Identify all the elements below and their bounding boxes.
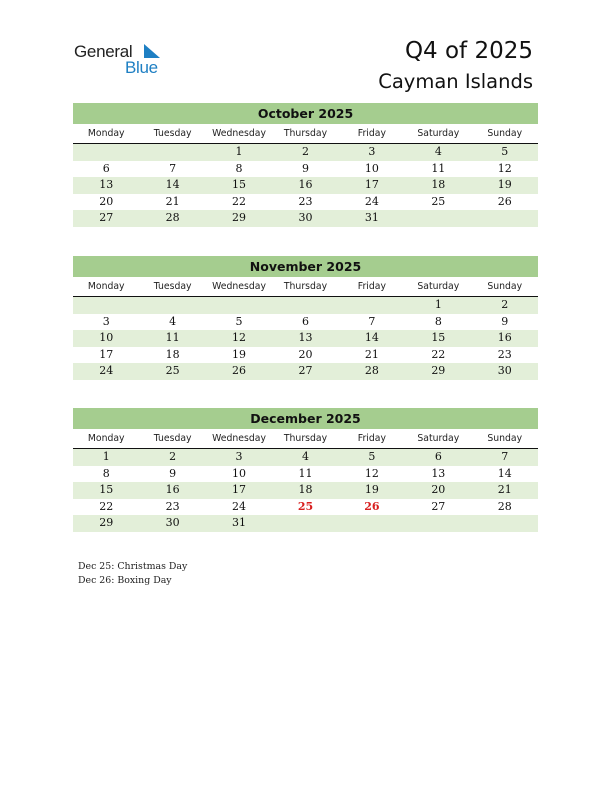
day-cell: 28 — [165, 211, 180, 224]
day-cell: 12 — [232, 331, 247, 344]
day-cell: 21 — [364, 347, 379, 361]
day-cell: 17 — [232, 483, 247, 496]
holiday-notes — [78, 560, 187, 587]
week-row — [73, 177, 538, 194]
day-cell: 27 — [298, 364, 313, 377]
day-cell: 24 — [232, 499, 247, 513]
day-cell: 21 — [165, 194, 180, 208]
weekday-label: Thursday — [283, 433, 328, 444]
week-row — [73, 210, 538, 227]
day-cell: 15 — [99, 483, 114, 496]
day-cell: 24 — [364, 194, 379, 208]
day-cell: 8 — [102, 466, 110, 480]
day-cell: 7 — [501, 450, 509, 463]
day-cell: 14 — [497, 466, 512, 480]
month-title: November 2025 — [73, 256, 538, 277]
day-cell: 2 — [169, 450, 177, 463]
week-row — [73, 161, 538, 178]
weekday-header-row — [73, 126, 538, 144]
week-row — [73, 482, 538, 499]
day-cell: 5 — [368, 450, 376, 463]
week-row — [73, 449, 538, 466]
day-cell: 22 — [99, 499, 114, 513]
month-title: December 2025 — [73, 408, 538, 429]
day-cell: 1 — [235, 145, 243, 158]
weekday-header-row — [73, 431, 538, 449]
day-cell: 26 — [232, 364, 247, 377]
weekday-label: Sunday — [487, 433, 523, 444]
day-cell: 8 — [434, 314, 442, 328]
day-cell: 29 — [431, 364, 446, 377]
week-row — [73, 144, 538, 161]
day-cell: 14 — [165, 178, 180, 191]
day-cell: 9 — [169, 466, 177, 480]
holiday-note: Dec 25: Christmas Day — [78, 561, 188, 572]
page-title: Q4 of 2025 — [404, 38, 533, 64]
day-cell: 5 — [235, 314, 243, 328]
day-cell: 2 — [301, 145, 309, 158]
day-cell: 19 — [364, 483, 379, 496]
week-row — [73, 314, 538, 331]
generalblue-logo — [74, 42, 174, 78]
weekday-label: Saturday — [417, 433, 460, 444]
day-cell: 22 — [232, 194, 247, 208]
weekday-label: Thursday — [283, 281, 328, 292]
month-calendar — [73, 256, 538, 380]
day-cell: 6 — [102, 161, 110, 175]
day-cell — [73, 144, 139, 161]
weekday-label: Monday — [87, 281, 125, 292]
holiday-note: Dec 26: Boxing Day — [78, 574, 172, 586]
day-cell: 16 — [497, 331, 512, 344]
day-cell: 18 — [298, 483, 313, 496]
day-cell: 20 — [298, 347, 313, 361]
day-cell: 29 — [99, 516, 114, 529]
day-cell: 19 — [497, 178, 512, 191]
day-cell: 1 — [434, 298, 442, 311]
day-cell: 17 — [364, 178, 379, 191]
day-cell: 19 — [232, 347, 247, 361]
day-cell: 7 — [169, 161, 177, 175]
country-name: Cayman Islands — [378, 70, 533, 93]
day-cell: 13 — [99, 178, 114, 191]
day-cell: 12 — [497, 161, 512, 175]
weekday-label: Tuesday — [153, 433, 192, 444]
day-cell: 18 — [431, 178, 446, 191]
weekday-label: Thursday — [283, 128, 328, 139]
day-cell: 10 — [232, 466, 247, 480]
day-cell: 21 — [497, 483, 512, 496]
day-cell: 27 — [99, 211, 114, 224]
day-cell: 30 — [298, 211, 313, 224]
day-cell: 3 — [368, 145, 376, 158]
day-cell: 12 — [364, 466, 379, 480]
day-cell — [139, 144, 205, 161]
day-cell: 15 — [431, 331, 446, 344]
day-cell — [405, 515, 471, 532]
day-cell: 26 — [497, 194, 512, 208]
day-cell: 2 — [501, 298, 509, 311]
day-cell: 25 — [431, 194, 446, 208]
week-row — [73, 499, 538, 516]
day-cell: 15 — [232, 178, 247, 191]
day-cell — [472, 210, 538, 227]
day-cell — [272, 297, 338, 314]
day-cell: 10 — [364, 161, 379, 175]
day-cell: 14 — [364, 331, 379, 344]
day-cell: 4 — [169, 314, 177, 328]
week-row — [73, 515, 538, 532]
weekday-label: Friday — [357, 433, 386, 444]
weekday-label: Saturday — [417, 281, 460, 292]
weekday-label: Monday — [87, 128, 125, 139]
day-cell — [272, 515, 338, 532]
day-cell — [472, 515, 538, 532]
day-cell: 28 — [497, 499, 512, 513]
weekday-label: Sunday — [487, 128, 523, 139]
day-cell: 24 — [99, 364, 114, 377]
week-row — [73, 466, 538, 483]
week-row — [73, 363, 538, 380]
day-cell: 5 — [501, 145, 509, 158]
weekday-label: Tuesday — [153, 128, 192, 139]
weekday-label: Saturday — [417, 128, 460, 139]
day-cell: 16 — [298, 178, 313, 191]
day-cell: 22 — [431, 347, 446, 361]
day-cell — [206, 297, 272, 314]
day-cell: 23 — [497, 347, 512, 361]
weekday-label: Wednesday — [212, 281, 266, 292]
weekday-label: Tuesday — [153, 281, 192, 292]
day-cell — [339, 515, 405, 532]
weekday-header-row — [73, 279, 538, 297]
weekday-label: Wednesday — [212, 128, 266, 139]
week-row — [73, 194, 538, 211]
day-cell — [139, 297, 205, 314]
day-cell: 27 — [431, 499, 446, 513]
logo-text-blue: Blue — [125, 58, 158, 77]
week-row — [73, 330, 538, 347]
day-cell: 28 — [364, 364, 379, 377]
weekday-label: Friday — [357, 128, 386, 139]
day-cell: 29 — [232, 211, 247, 224]
day-cell: 3 — [235, 450, 243, 463]
day-cell: 7 — [368, 314, 376, 328]
day-cell: 9 — [501, 314, 509, 328]
day-cell: 18 — [165, 347, 180, 361]
day-cell: 31 — [364, 211, 379, 224]
day-cell — [73, 297, 139, 314]
day-cell: 4 — [434, 145, 442, 158]
day-cell: 1 — [102, 450, 110, 463]
day-cell: 30 — [497, 364, 512, 377]
day-cell: 31 — [232, 516, 247, 529]
month-calendar — [73, 408, 538, 532]
day-cell: 17 — [99, 347, 114, 361]
day-cell: 9 — [301, 161, 309, 175]
holiday-day-cell: 26 — [364, 499, 380, 513]
weekday-label: Friday — [357, 281, 386, 292]
day-cell: 4 — [301, 450, 309, 463]
month-title: October 2025 — [73, 103, 538, 124]
day-cell: 16 — [165, 483, 180, 496]
day-cell: 20 — [99, 194, 114, 208]
day-cell — [339, 297, 405, 314]
week-row — [73, 297, 538, 314]
day-cell: 10 — [99, 331, 114, 344]
day-cell: 11 — [431, 161, 446, 175]
weekday-label: Monday — [87, 433, 125, 444]
day-cell: 30 — [165, 516, 180, 529]
day-cell — [405, 210, 471, 227]
day-cell: 11 — [298, 466, 313, 480]
logo-text-general: General — [74, 42, 133, 61]
week-row — [73, 347, 538, 364]
day-cell: 25 — [165, 364, 180, 377]
day-cell: 6 — [301, 314, 309, 328]
day-cell: 6 — [434, 450, 442, 463]
day-cell: 20 — [431, 483, 446, 496]
logo-triangle-icon — [142, 43, 162, 59]
weekday-label: Wednesday — [212, 433, 266, 444]
month-calendar — [73, 103, 538, 227]
day-cell: 13 — [298, 331, 313, 344]
day-cell: 11 — [165, 331, 180, 344]
day-cell: 23 — [165, 499, 180, 513]
holiday-day-cell: 25 — [297, 499, 314, 513]
day-cell: 8 — [235, 161, 243, 175]
day-cell: 3 — [102, 314, 110, 328]
weekday-label: Sunday — [487, 281, 523, 292]
day-cell: 23 — [298, 194, 313, 208]
day-cell: 13 — [431, 466, 446, 480]
